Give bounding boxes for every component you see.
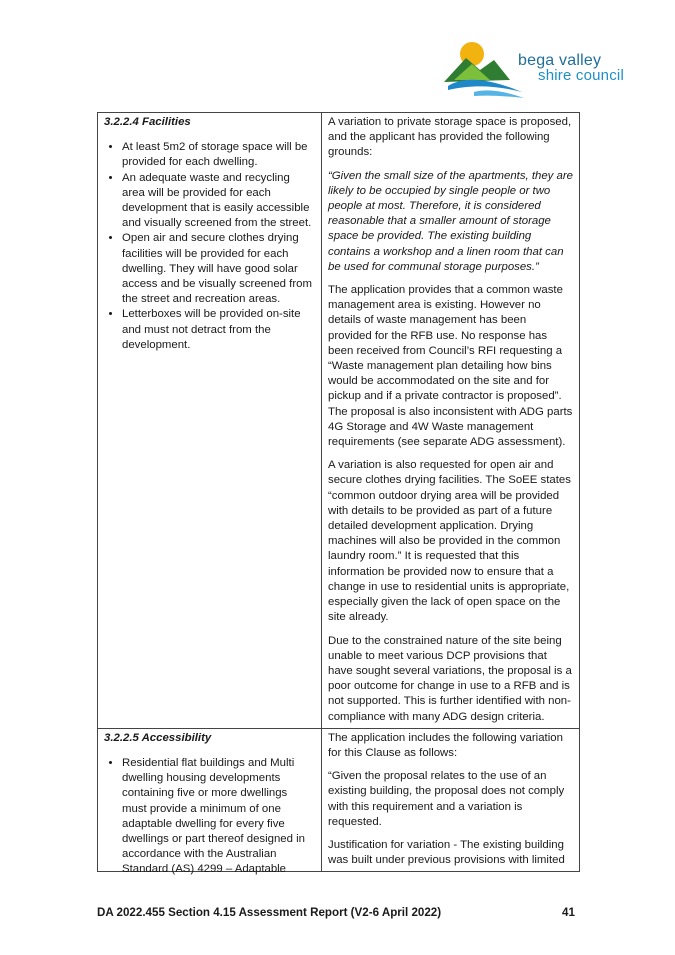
logo-text-line2: shire council bbox=[538, 67, 624, 84]
requirements-list bbox=[104, 140, 315, 353]
page-number: 41 bbox=[562, 906, 575, 919]
hills-sun-icon bbox=[444, 40, 524, 100]
facilities-requirements-cell bbox=[98, 113, 322, 729]
quoted-paragraph: “Given the small size of the apartments, they are likely to be occupied by single people or two people at most. Therefore, it is considered reasonable that a smaller amount of storage space be provided. The existing building contains a workshop and a linen room that can be used for communal storage purposes.” bbox=[328, 169, 574, 273]
paragraph: The application provides that a common waste management area is existing. However no details of waste management has been provided for the RFB use. No response has been received from Council’s RFI requesting a “Waste management plan detailing how bins would be accommodated on the site and for pickup and if a private contractor is proposed”. The proposal is also inconsistent with ADG parts 4G Storage and 4W Waste management requirements (see separate ADG assessment). bbox=[328, 284, 573, 449]
section-heading: 3.2.2.4 Facilities bbox=[104, 116, 191, 128]
paragraph: The application includes the following variation for this Clause as follows: bbox=[328, 731, 563, 759]
paragraph: A variation is also requested for open air and secure clothes drying facilities. The SoEE states “common outdoor drying area will be provided with details to be provided as part of a future detailed development application. Drying machines will also be provided in the common laundry room.” It is requested that this information be provided now to ensure that a change in use to residential units is appropriate, especially given the lack of open space on the site already. bbox=[328, 459, 571, 624]
accessibility-response-cell bbox=[322, 728, 580, 871]
facilities-row bbox=[98, 113, 580, 729]
list-item: • An adequate waste and recycling area will be provided for each development that is easily accessible and visually screened from the street. bbox=[122, 171, 315, 232]
assessment-table bbox=[97, 112, 580, 876]
accessibility-row bbox=[98, 728, 580, 871]
facilities-response-cell bbox=[322, 113, 580, 729]
footer-document-title: DA 2022.455 Section 4.15 Assessment Report (V2-6 April 2022) bbox=[97, 906, 442, 919]
paragraph: “Given the proposal relates to the use of an existing building, the proposal does not comply with this requirement and a variation is requested. bbox=[328, 770, 565, 828]
paragraph: A variation to private storage space is proposed, and the applicant has provided the following grounds: bbox=[328, 116, 572, 159]
logo-text-line1: bega valley bbox=[518, 52, 602, 69]
section-heading: 3.2.2.5 Accessibility bbox=[104, 731, 212, 744]
list-item: • Residential flat buildings and Multi dwelling housing developments containing five or more dwellings must provide a minimum of one adaptable dwelling for every five dwellings or part thereof designed in accordance with the Australian Standard (AS) 4299 – Adaptable bbox=[122, 756, 315, 878]
paragraph: Due to the constrained nature of the site being unable to meet various DCP provisions that have sought several variations, the proposal is a poor outcome for change in use to a RFB and is not supported. This is further identified with non-compliance with many ADG design criteria. bbox=[328, 634, 572, 723]
council-logo bbox=[444, 40, 634, 102]
list-item: • Letterboxes will be provided on-site and must not detract from the development. bbox=[122, 307, 315, 353]
paragraph: Justification for variation - The existing building was built under previous provisions with limited bbox=[328, 838, 565, 867]
list-item: • At least 5m2 of storage space will be provided for each dwelling. bbox=[122, 140, 315, 170]
list-item: • Open air and secure clothes drying facilities will be provided for each dwelling. They will have good solar access and be visually screened from the street and recreation areas. bbox=[122, 231, 315, 307]
accessibility-requirements-cell bbox=[98, 728, 322, 876]
requirements-list bbox=[104, 756, 315, 878]
